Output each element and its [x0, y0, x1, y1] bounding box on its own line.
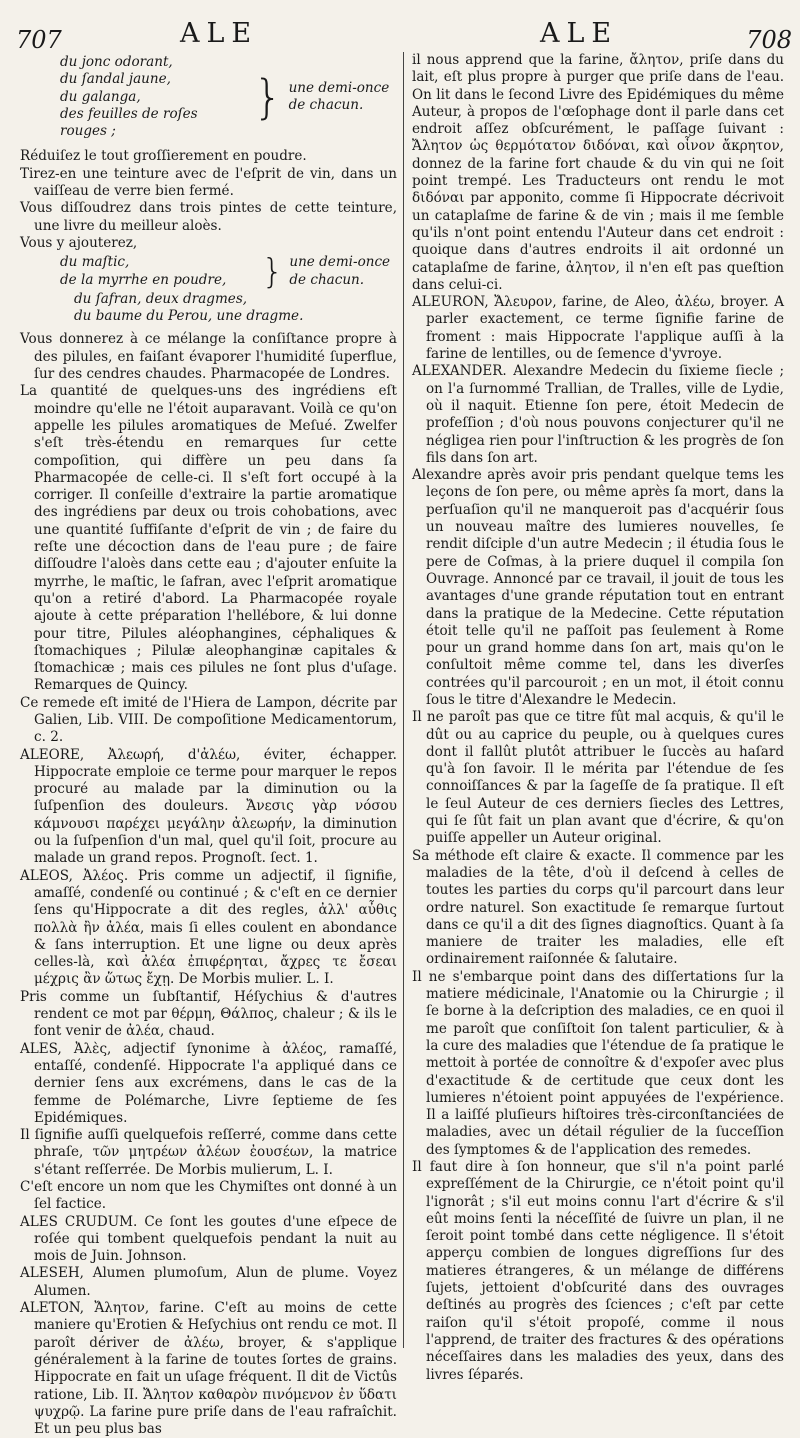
column-divider: [403, 52, 404, 1348]
entry-headword: ALES CRUDUM.: [20, 1213, 138, 1230]
entry-headword: ALETON,: [20, 1300, 85, 1317]
entry-aleos: [20, 868, 397, 989]
paragraph: Vous y ajouterez,: [20, 234, 138, 251]
ingredient-line: du baume du Perou, une dragme.: [74, 308, 304, 325]
running-head-left: ALE: [180, 18, 259, 49]
entry-text: Ἄλητον, farine. C'eſt au moins de cette maniere qu'Erotien & Heſychius ont rendu ce mot. Il paroît dériver de ἀλέω, broyer, & s'applique généralement à la farine de toutes ſortes de grains. Hippocrate en fait un uſage fréquent. Il dit de Victûs ratione, Lib. II. Ἄλητον καθαρὸν πινόμενον ἐν ὕδατι ψυχρῷ. La farine pure priſe dans de l'eau rafraîchit. Et un peu plus bas: [34, 1300, 397, 1438]
entry-text: Ἀλεωρή, d'ἀλέω, éviter, échapper. Hippocrate emploie ce terme pour marquer le repos procuré au malade par la diminution ou la ſuſpenſion des douleurs. Ἄνεσις γὰρ νόσου κάμνουσι παρέχει μεγάλην ἀλεωρήν, la diminution ou la ſuſpenſion d'un mal, quel qu'il ſoit, procure au malade un grand repos. Prognoſt. ſect. 1.: [34, 746, 397, 867]
entry-text: Alexandre Medecin du ſixieme ſiecle ; on l'a ſurnommé Trallian, de Tralles, ville de Lydie, où il naquit. Etienne ſon pere, étoit Medecin de profeſſion ; d'où nous pouvons conjecturer qu'il ne négligea rien pour l'inſtruction & les progrès de ſon fils dans ſon art.: [426, 363, 785, 466]
entry-headword: ALEOS,: [20, 867, 73, 884]
ingredient-list: du maſtic, de la myrrhe en poudre,: [60, 254, 227, 288]
entry-text: Ἄλευρον, farine, de Aleo, ἀλέω, broyer. A parler exactement, ce terme ſignifie farine de froment : mais Hippocrate l'applique auſſi à la farine de lentilles, ou de ſemence d'yvroye.: [426, 294, 784, 363]
paragraph: Vous donnerez à ce mélange la conſiſtance propre à des pilules, en faiſant évaporer l'humidité ſuperflue, ſur des cendres chaudes. Pharmacopée de Londres.: [20, 331, 397, 383]
running-head-right: ALE: [540, 18, 619, 49]
entry-text: Ἀλὲς, adjectif ſynonime à ἀλέος, ramaſſé, entaſſé, condenſé. Hippocrate l'a appliqué dans ce dernier ſens aux excrémens, dans le cas de la femme de Polémarche, Livre ſeptieme de ſes Epidémiques.: [34, 1040, 397, 1126]
paragraph: Vous diſſoudrez dans trois pintes de cette teinture, une livre du meilleur aloès.: [20, 200, 397, 234]
paragraph: Sa méthode eſt claire & exacte. Il commence par les maladies de la tête, d'où il deſcend à celles de toutes les parties du corps qu'il parcourt dans leur ordre naturel. Son exactitude ſe remarque ſurtout dans ce qu'il a dit des ſignes diagnoſtics. Quant à ſa maniere de traiter les maladies, elle eſt ordinairement raiſonnée & ſalutaire.: [412, 847, 784, 968]
ingredient-quantity: une demi-once de chacun.: [288, 79, 390, 114]
entry-ales: [20, 1041, 397, 1127]
paragraph: C'eſt encore un nom que les Chymiſtes ont donné à un ſel factice.: [20, 1179, 397, 1213]
brace: }: [261, 251, 284, 292]
entry-headword: ALEORE,: [20, 746, 85, 763]
entry-aleuron: [412, 294, 784, 363]
entry-text: Ἀλέος. Pris comme un adjectif, il ſignifie, amaſſé, condenſé ou continué ; & c'eſt en ce dernier ſens qu'Hippocrate a dit des regles, ἀλλ' αὖθις πολλὰ ἢν ἀλέα, mais ſi elles coulent en abondance & ſans interruption. Et une ligne ou deux après celles-là, καὶ ἀλέα ἐπιφέρηται, ἄχρες τε ἔσεαι μέχρις ἂν ὥτως ἔχῃ. De Morbis mulier. L. I.: [34, 867, 397, 988]
paragraph: Pris comme un ſubſtantif, Héſychius & d'autres rendent ce mot par θέρμη, Θάλπος, chaleur ; & ils le font venir de ἀλέα, chaud.: [20, 988, 397, 1040]
paragraph: La quantité de quelques-uns des ingrédiens eſt moindre qu'elle ne l'étoit auparavant. Voilà ce qu'on appelle les pilules aromatiques de Meſué. Zwelfer s'eſt très-étendu en remarques ſur cette compoſition, qui diffère un peu dans ſa Pharmacopée de celle-ci. Il s'eſt fort occupé à la corriger. Il conſeille d'extraire la partie aromatique des ingrédiens par deux ou trois cohobations, avec une quantité ſuffiſante d'eſprit de vin ; de faire du reſte une décoction dans de l'eau pure ; de faire diſſoudre l'aloès dans cette eau ; d'ajouter enſuite la myrrhe, le maſtic, le ſafran, avec l'eſprit aromatique qu'on a retiré d'abord. La Pharmacopée royale ajoute à cette préparation l'hellébore, & lui donne pour titre, Pilules aléophangines, céphaliques & ſtomachiques ; Pilulæ aleophanginæ capitales & ſtomachicæ ; mais ces pilules ne ſont plus d'uſage. Remarques de Quincy.: [20, 383, 397, 694]
ingredient-line: du ſafran, deux dragmes,: [74, 290, 248, 307]
paragraph: Alexandre après avoir pris pendant quelque tems les leçons de ſon pere, ou même après ſa mort, dans la perſuaſion qu'il ne manqueroit pas d'acquérir ſous un nouveau maître des lumieres nouvelles, ſe rendit diſciple d'un autre Medecin ; il étudia ſous le pere de Coſmas, à la priere duquel il compila ſon Ouvrage. Annoncé par ce travail, il jouit de tous les avantages d'une grande réputation tout en entrant dans la pratique de la Medecine. Cette réputation étoit telle qu'il ne paſſoit pas ſeulement à Rome pour un grand homme dans ſon art, mais qu'on le conſultoit même comme tel, dans les diverſes contrées qu'il parcouroit ; en un mot, il étoit connu ſous le titre d'Alexandre le Medecin.: [412, 467, 784, 708]
page-number-left: 707: [16, 26, 62, 54]
paragraph: Tirez-en une teinture avec de l'eſprit de vin, dans un vaiſſeau de verre bien fermé.: [20, 165, 397, 200]
entry-ales-crudum: [20, 1214, 397, 1266]
paragraph: Il ne paroît pas que ce titre fût mal acquis, & qu'il le dût ou au caprice du peuple, ou à quelques cures dont il fallût plutôt attribuer le ſuccès au haſard qu'à ſon ſavoir. Il le mérita par l'étendue de ſes connoiſſances & par la ſageſſe de ſa pratique. Il eſt le ſeul Auteur de ces derniers ſiecles des Lettres, qui ſe ſût fait un plan avant que d'écrire, & qu'on puiſſe appeller un Auteur original.: [412, 709, 784, 847]
page-number-right: 708: [746, 26, 792, 54]
entry-headword: ALES,: [20, 1040, 62, 1057]
entry-headword: ALEXANDER.: [412, 363, 507, 380]
entry-headword: ALESEH,: [20, 1265, 84, 1282]
entry-aleton: [20, 1300, 397, 1438]
ingredient-group: [20, 251, 397, 292]
ingredient-quantity: une demi-once de chacun.: [289, 254, 391, 288]
ingredient-list: du jonc odorant, du ſandal jaune, du galanga, des feuilles de roſes rouges ;: [60, 54, 198, 140]
brace: }: [253, 70, 283, 125]
entry-headword: ALEURON,: [412, 294, 489, 311]
right-column: [412, 52, 785, 1383]
entry-text: Ce ſont les goutes d'une eſpece de roſée qui tombent quelquefois pendant la nuit au mois de Juin. Johnson.: [34, 1213, 397, 1265]
paragraph: Ce remede eſt imité de l'Hiera de Lampon, décrite par Galien, Lib. VIII. De compoſitione Medicamentorum, c. 2.: [20, 694, 397, 746]
paragraph: Il faut dire à ſon honneur, que s'il n'a point parlé expreſſément de la Chirurgie, ce n'étoit point qu'il l'ignorât ; s'il eut moins connu l'art d'écrire & s'il eût moins ſenti la néceſſité de ſuivre un plan, il ne ſeroit point tombé dans cette négligence. Il s'étoit apperçu combien de longues digreſſions ſur des matieres étrangeres, & un mélange de différens ſujets, jettoient d'obſcurité dans des ouvrages deſtinés au progrès des ſciences ; c'eſt par cette raiſon qu'il s'étoit propoſé, comme il nous l'apprend, de traiter des fractures & des opérations néceſſaires dans les maladies des yeux, dans des livres ſéparés.: [412, 1159, 784, 1383]
paragraph: Il ne s'embarque point dans des diſſertations ſur la matiere médicinale, l'Anatomie ou la Chirurgie ; il ſe borne à la deſcription des maladies, ce en quoi il me paroît que conſiſtoit ſon talent particulier, & à la cure des maladies que l'étendue de ſa pratique le mettoit à portée de connoître & d'expoſer avec plus d'exactitude & de certitude que ceux dont les lumieres n'étoient point appuyées de l'expérience. Il a laiſſé pluſieurs hiſtoires très-circonſtanciées de maladies, avec un détail régulier de la ſucceſſion des ſymptomes & de l'application des remedes.: [412, 968, 784, 1158]
paragraph: Il ſignifie auſſi quelquefois reſſerré, comme dans cette phraſe, τῶν μητρέων ἀλέων ἐουσέων, la matrice s'étant reſſerrée. De Morbis mulierum, L. I.: [20, 1127, 397, 1178]
entry-text: Alumen plumoſum, Alun de plume. Voyez Alumen.: [34, 1265, 397, 1299]
left-column: [20, 52, 397, 1438]
paragraph: Réduiſez le tout groſſierement en poudre.: [20, 148, 307, 165]
ingredient-group: [20, 54, 397, 140]
entry-alexander: [412, 363, 784, 467]
page-header: [0, 0, 800, 58]
paragraph: il nous apprend que la farine, ἄλητον, priſe dans du lait, eſt plus propre à purger que priſe dans de l'eau. On lit dans le ſecond Livre des Epidémiques du même Auteur, à propos de l'œſophage dont il parle dans cet endroit aſſez obſcurément, le paſſage ſuivant : Ἄλητον ὡς θερμότατον διδόναι, καὶ οἶνον ἄκρητον, donnez de la farine fort chaude & du vin qui ne ſoit point trempé. Les Traducteurs ont rendu le mot διδόναι par apponito, comme ſi Hippocrate décrivoit un cataplaſme de farine & de vin ; mais il me ſemble qu'ils n'ont point entendu l'Auteur dans cet endroit : quoique dans d'autres endroits il ait ordonné un cataplaſme de farine, ἀλητον, il n'en eſt pas queſtion dans celui-ci.: [412, 52, 784, 293]
entry-aleseh: [20, 1265, 397, 1300]
entry-aleore: [20, 747, 397, 868]
